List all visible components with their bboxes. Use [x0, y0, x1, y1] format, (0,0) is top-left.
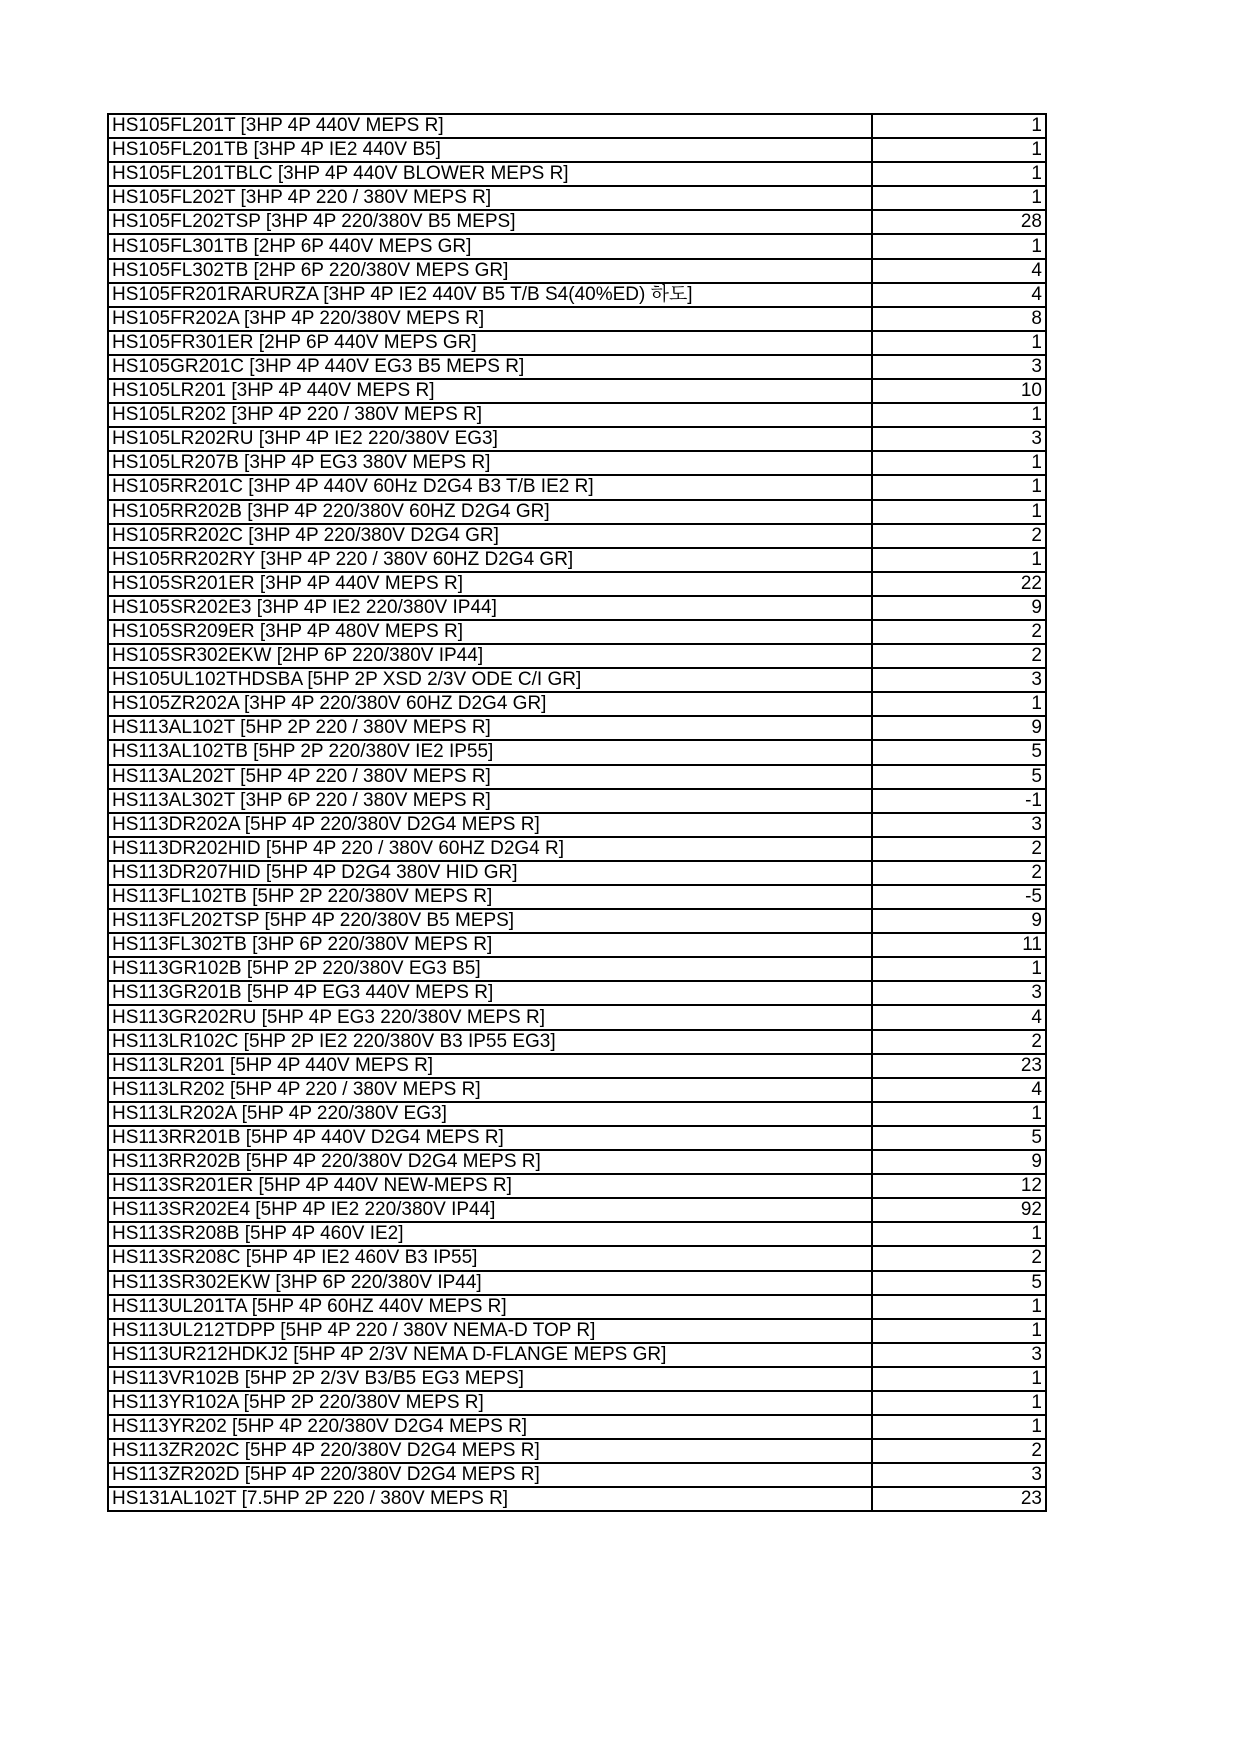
table-row [108, 837, 1046, 861]
quantity-cell: 1 [872, 500, 1046, 524]
table-row [108, 403, 1046, 427]
product-description-cell: HS105FR301ER [2HP 6P 440V MEPS GR] [108, 331, 872, 355]
table-row [108, 524, 1046, 548]
table-row [108, 1078, 1046, 1102]
quantity-cell: 1 [872, 957, 1046, 981]
quantity-cell: 1 [872, 548, 1046, 572]
product-description-cell: HS105SR201ER [3HP 4P 440V MEPS R] [108, 572, 872, 596]
product-description-cell: HS113LR202A [5HP 4P 220/380V EG3] [108, 1102, 872, 1126]
quantity-cell: 2 [872, 1030, 1046, 1054]
quantity-cell: 4 [872, 1078, 1046, 1102]
quantity-cell: 3 [872, 427, 1046, 451]
quantity-cell: 2 [872, 1246, 1046, 1270]
inventory-table [107, 113, 1047, 1512]
table-row [108, 451, 1046, 475]
quantity-cell: 9 [872, 1150, 1046, 1174]
quantity-cell: 1 [872, 451, 1046, 475]
quantity-cell: 1 [872, 331, 1046, 355]
quantity-cell: 1 [872, 186, 1046, 210]
table-row [108, 1198, 1046, 1222]
product-description-cell: HS113SR302EKW [3HP 6P 220/380V IP44] [108, 1271, 872, 1295]
quantity-cell: 1 [872, 692, 1046, 716]
quantity-cell: 5 [872, 1271, 1046, 1295]
quantity-cell: 9 [872, 596, 1046, 620]
product-description-cell: HS105FL201TB [3HP 4P IE2 440V B5] [108, 138, 872, 162]
table-row [108, 114, 1046, 138]
table-row [108, 548, 1046, 572]
product-description-cell: HS105FR202A [3HP 4P 220/380V MEPS R] [108, 307, 872, 331]
quantity-cell: 22 [872, 572, 1046, 596]
table-row [108, 740, 1046, 764]
table-row [108, 1174, 1046, 1198]
table-row [108, 644, 1046, 668]
quantity-cell: 3 [872, 355, 1046, 379]
quantity-cell: 2 [872, 524, 1046, 548]
quantity-cell: 12 [872, 1174, 1046, 1198]
table-row [108, 427, 1046, 451]
table-row [108, 620, 1046, 644]
product-description-cell: HS113SR208B [5HP 4P 460V IE2] [108, 1222, 872, 1246]
table-row [108, 186, 1046, 210]
quantity-cell: 8 [872, 307, 1046, 331]
quantity-cell: 2 [872, 644, 1046, 668]
quantity-cell: 1 [872, 1319, 1046, 1343]
table-row [108, 355, 1046, 379]
table-row [108, 909, 1046, 933]
product-description-cell: HS105ZR202A [3HP 4P 220/380V 60HZ D2G4 GR] [108, 692, 872, 716]
table-row [108, 861, 1046, 885]
table-row [108, 138, 1046, 162]
quantity-cell: 4 [872, 259, 1046, 283]
quantity-cell: 1 [872, 234, 1046, 258]
table-row [108, 1030, 1046, 1054]
table-row [108, 1295, 1046, 1319]
product-description-cell: HS113GR201B [5HP 4P EG3 440V MEPS R] [108, 981, 872, 1005]
quantity-cell: -1 [872, 789, 1046, 813]
table-row [108, 379, 1046, 403]
product-description-cell: HS105RR202C [3HP 4P 220/380V D2G4 GR] [108, 524, 872, 548]
product-description-cell: HS105RR201C [3HP 4P 440V 60Hz D2G4 B3 T/B IE2 R] [108, 475, 872, 499]
table-row [108, 210, 1046, 234]
quantity-cell: 23 [872, 1054, 1046, 1078]
product-description-cell: HS105SR209ER [3HP 4P 480V MEPS R] [108, 620, 872, 644]
table-row [108, 500, 1046, 524]
quantity-cell: 1 [872, 475, 1046, 499]
product-description-cell: HS105UL102THDSBA [5HP 2P XSD 2/3V ODE C/I GR] [108, 668, 872, 692]
product-description-cell: HS105SR302EKW [2HP 6P 220/380V IP44] [108, 644, 872, 668]
table-row [108, 981, 1046, 1005]
quantity-cell: 1 [872, 1295, 1046, 1319]
product-description-cell: HS105LR202 [3HP 4P 220 / 380V MEPS R] [108, 403, 872, 427]
product-description-cell: HS105FL201TBLC [3HP 4P 440V BLOWER MEPS R] [108, 162, 872, 186]
table-row [108, 572, 1046, 596]
quantity-cell: 92 [872, 1198, 1046, 1222]
product-description-cell: HS105LR202RU [3HP 4P IE2 220/380V EG3] [108, 427, 872, 451]
table-row [108, 1367, 1046, 1391]
quantity-cell: 3 [872, 668, 1046, 692]
product-description-cell: HS113AL202T [5HP 4P 220 / 380V MEPS R] [108, 765, 872, 789]
product-description-cell: HS113VR102B [5HP 2P 2/3V B3/B5 EG3 MEPS] [108, 1367, 872, 1391]
quantity-cell: 1 [872, 1415, 1046, 1439]
product-description-cell: HS113LR102C [5HP 2P IE2 220/380V B3 IP55 EG3] [108, 1030, 872, 1054]
product-description-cell: HS113UL201TA [5HP 4P 60HZ 440V MEPS R] [108, 1295, 872, 1319]
product-description-cell: HS105FL202TSP [3HP 4P 220/380V B5 MEPS] [108, 210, 872, 234]
table-row [108, 1463, 1046, 1487]
quantity-cell: 1 [872, 1391, 1046, 1415]
product-description-cell: HS105RR202RY [3HP 4P 220 / 380V 60HZ D2G4 GR] [108, 548, 872, 572]
table-row [108, 1150, 1046, 1174]
product-description-cell: HS113AL102T [5HP 2P 220 / 380V MEPS R] [108, 716, 872, 740]
quantity-cell: -5 [872, 885, 1046, 909]
table-row [108, 1246, 1046, 1270]
product-description-cell: HS113GR102B [5HP 2P 220/380V EG3 B5] [108, 957, 872, 981]
quantity-cell: 1 [872, 162, 1046, 186]
product-description-cell: HS113AL102TB [5HP 2P 220/380V IE2 IP55] [108, 740, 872, 764]
product-description-cell: HS105FL201T [3HP 4P 440V MEPS R] [108, 114, 872, 138]
table-row [108, 765, 1046, 789]
quantity-cell: 1 [872, 1102, 1046, 1126]
table-row [108, 1343, 1046, 1367]
quantity-cell: 5 [872, 740, 1046, 764]
table-row [108, 1054, 1046, 1078]
product-description-cell: HS113ZR202C [5HP 4P 220/380V D2G4 MEPS R] [108, 1439, 872, 1463]
quantity-cell: 11 [872, 933, 1046, 957]
table-row [108, 1439, 1046, 1463]
product-description-cell: HS113LR201 [5HP 4P 440V MEPS R] [108, 1054, 872, 1078]
quantity-cell: 3 [872, 1463, 1046, 1487]
table-row [108, 692, 1046, 716]
product-description-cell: HS113FL302TB [3HP 6P 220/380V MEPS R] [108, 933, 872, 957]
product-description-cell: HS113YR102A [5HP 2P 220/380V MEPS R] [108, 1391, 872, 1415]
product-description-cell: HS113SR201ER [5HP 4P 440V NEW-MEPS R] [108, 1174, 872, 1198]
table-row [108, 933, 1046, 957]
quantity-cell: 1 [872, 1367, 1046, 1391]
table-row [108, 1005, 1046, 1029]
quantity-cell: 2 [872, 861, 1046, 885]
product-description-cell: HS113GR202RU [5HP 4P EG3 220/380V MEPS R] [108, 1005, 872, 1029]
quantity-cell: 4 [872, 283, 1046, 307]
table-row [108, 1222, 1046, 1246]
quantity-cell: 1 [872, 1222, 1046, 1246]
product-description-cell: HS105GR201C [3HP 4P 440V EG3 B5 MEPS R] [108, 355, 872, 379]
table-row [108, 259, 1046, 283]
quantity-cell: 2 [872, 837, 1046, 861]
table-row [108, 331, 1046, 355]
table-row [108, 1391, 1046, 1415]
quantity-cell: 9 [872, 716, 1046, 740]
product-description-cell: HS113ZR202D [5HP 4P 220/380V D2G4 MEPS R] [108, 1463, 872, 1487]
quantity-cell: 2 [872, 620, 1046, 644]
quantity-cell: 5 [872, 1126, 1046, 1150]
product-description-cell: HS105FL202T [3HP 4P 220 / 380V MEPS R] [108, 186, 872, 210]
product-description-cell: HS105LR207B [3HP 4P EG3 380V MEPS R] [108, 451, 872, 475]
product-description-cell: HS113DR202HID [5HP 4P 220 / 380V 60HZ D2G4 R] [108, 837, 872, 861]
product-description-cell: HS113SR208C [5HP 4P IE2 460V B3 IP55] [108, 1246, 872, 1270]
table-row [108, 789, 1046, 813]
quantity-cell: 3 [872, 1343, 1046, 1367]
product-description-cell: HS105RR202B [3HP 4P 220/380V 60HZ D2G4 GR] [108, 500, 872, 524]
table-row [108, 1102, 1046, 1126]
table-row [108, 885, 1046, 909]
quantity-cell: 1 [872, 138, 1046, 162]
quantity-cell: 10 [872, 379, 1046, 403]
quantity-cell: 3 [872, 813, 1046, 837]
product-description-cell: HS113YR202 [5HP 4P 220/380V D2G4 MEPS R] [108, 1415, 872, 1439]
product-description-cell: HS113SR202E4 [5HP 4P IE2 220/380V IP44] [108, 1198, 872, 1222]
product-description-cell: HS113FL202TSP [5HP 4P 220/380V B5 MEPS] [108, 909, 872, 933]
product-description-cell: HS105SR202E3 [3HP 4P IE2 220/380V IP44] [108, 596, 872, 620]
inventory-table-body [108, 114, 1046, 1511]
table-row [108, 716, 1046, 740]
quantity-cell: 4 [872, 1005, 1046, 1029]
product-description-cell: HS113RR202B [5HP 4P 220/380V D2G4 MEPS R] [108, 1150, 872, 1174]
product-description-cell: HS113RR201B [5HP 4P 440V D2G4 MEPS R] [108, 1126, 872, 1150]
table-row [108, 475, 1046, 499]
table-row [108, 1126, 1046, 1150]
quantity-cell: 28 [872, 210, 1046, 234]
quantity-cell: 9 [872, 909, 1046, 933]
product-description-cell: HS113AL302T [3HP 6P 220 / 380V MEPS R] [108, 789, 872, 813]
quantity-cell: 23 [872, 1487, 1046, 1511]
quantity-cell: 3 [872, 981, 1046, 1005]
product-description-cell: HS113FL102TB [5HP 2P 220/380V MEPS R] [108, 885, 872, 909]
product-description-cell: HS105FL301TB [2HP 6P 440V MEPS GR] [108, 234, 872, 258]
table-row [108, 813, 1046, 837]
quantity-cell: 5 [872, 765, 1046, 789]
product-description-cell: HS105LR201 [3HP 4P 440V MEPS R] [108, 379, 872, 403]
table-row [108, 596, 1046, 620]
table-row [108, 1319, 1046, 1343]
quantity-cell: 1 [872, 114, 1046, 138]
product-description-cell: HS105FR201RARURZA [3HP 4P IE2 440V B5 T/B S4(40%ED) 하도] [108, 283, 872, 307]
table-row [108, 1415, 1046, 1439]
table-row [108, 957, 1046, 981]
table-row [108, 668, 1046, 692]
inventory-sheet [107, 113, 1045, 1512]
table-row [108, 1487, 1046, 1511]
product-description-cell: HS105FL302TB [2HP 6P 220/380V MEPS GR] [108, 259, 872, 283]
product-description-cell: HS113DR202A [5HP 4P 220/380V D2G4 MEPS R] [108, 813, 872, 837]
table-row [108, 307, 1046, 331]
product-description-cell: HS131AL102T [7.5HP 2P 220 / 380V MEPS R] [108, 1487, 872, 1511]
product-description-cell: HS113UR212HDKJ2 [5HP 4P 2/3V NEMA D-FLANGE MEPS GR] [108, 1343, 872, 1367]
product-description-cell: HS113UL212TDPP [5HP 4P 220 / 380V NEMA-D TOP R] [108, 1319, 872, 1343]
quantity-cell: 2 [872, 1439, 1046, 1463]
table-row [108, 283, 1046, 307]
table-row [108, 162, 1046, 186]
product-description-cell: HS113DR207HID [5HP 4P D2G4 380V HID GR] [108, 861, 872, 885]
table-row [108, 1271, 1046, 1295]
table-row [108, 234, 1046, 258]
product-description-cell: HS113LR202 [5HP 4P 220 / 380V MEPS R] [108, 1078, 872, 1102]
quantity-cell: 1 [872, 403, 1046, 427]
